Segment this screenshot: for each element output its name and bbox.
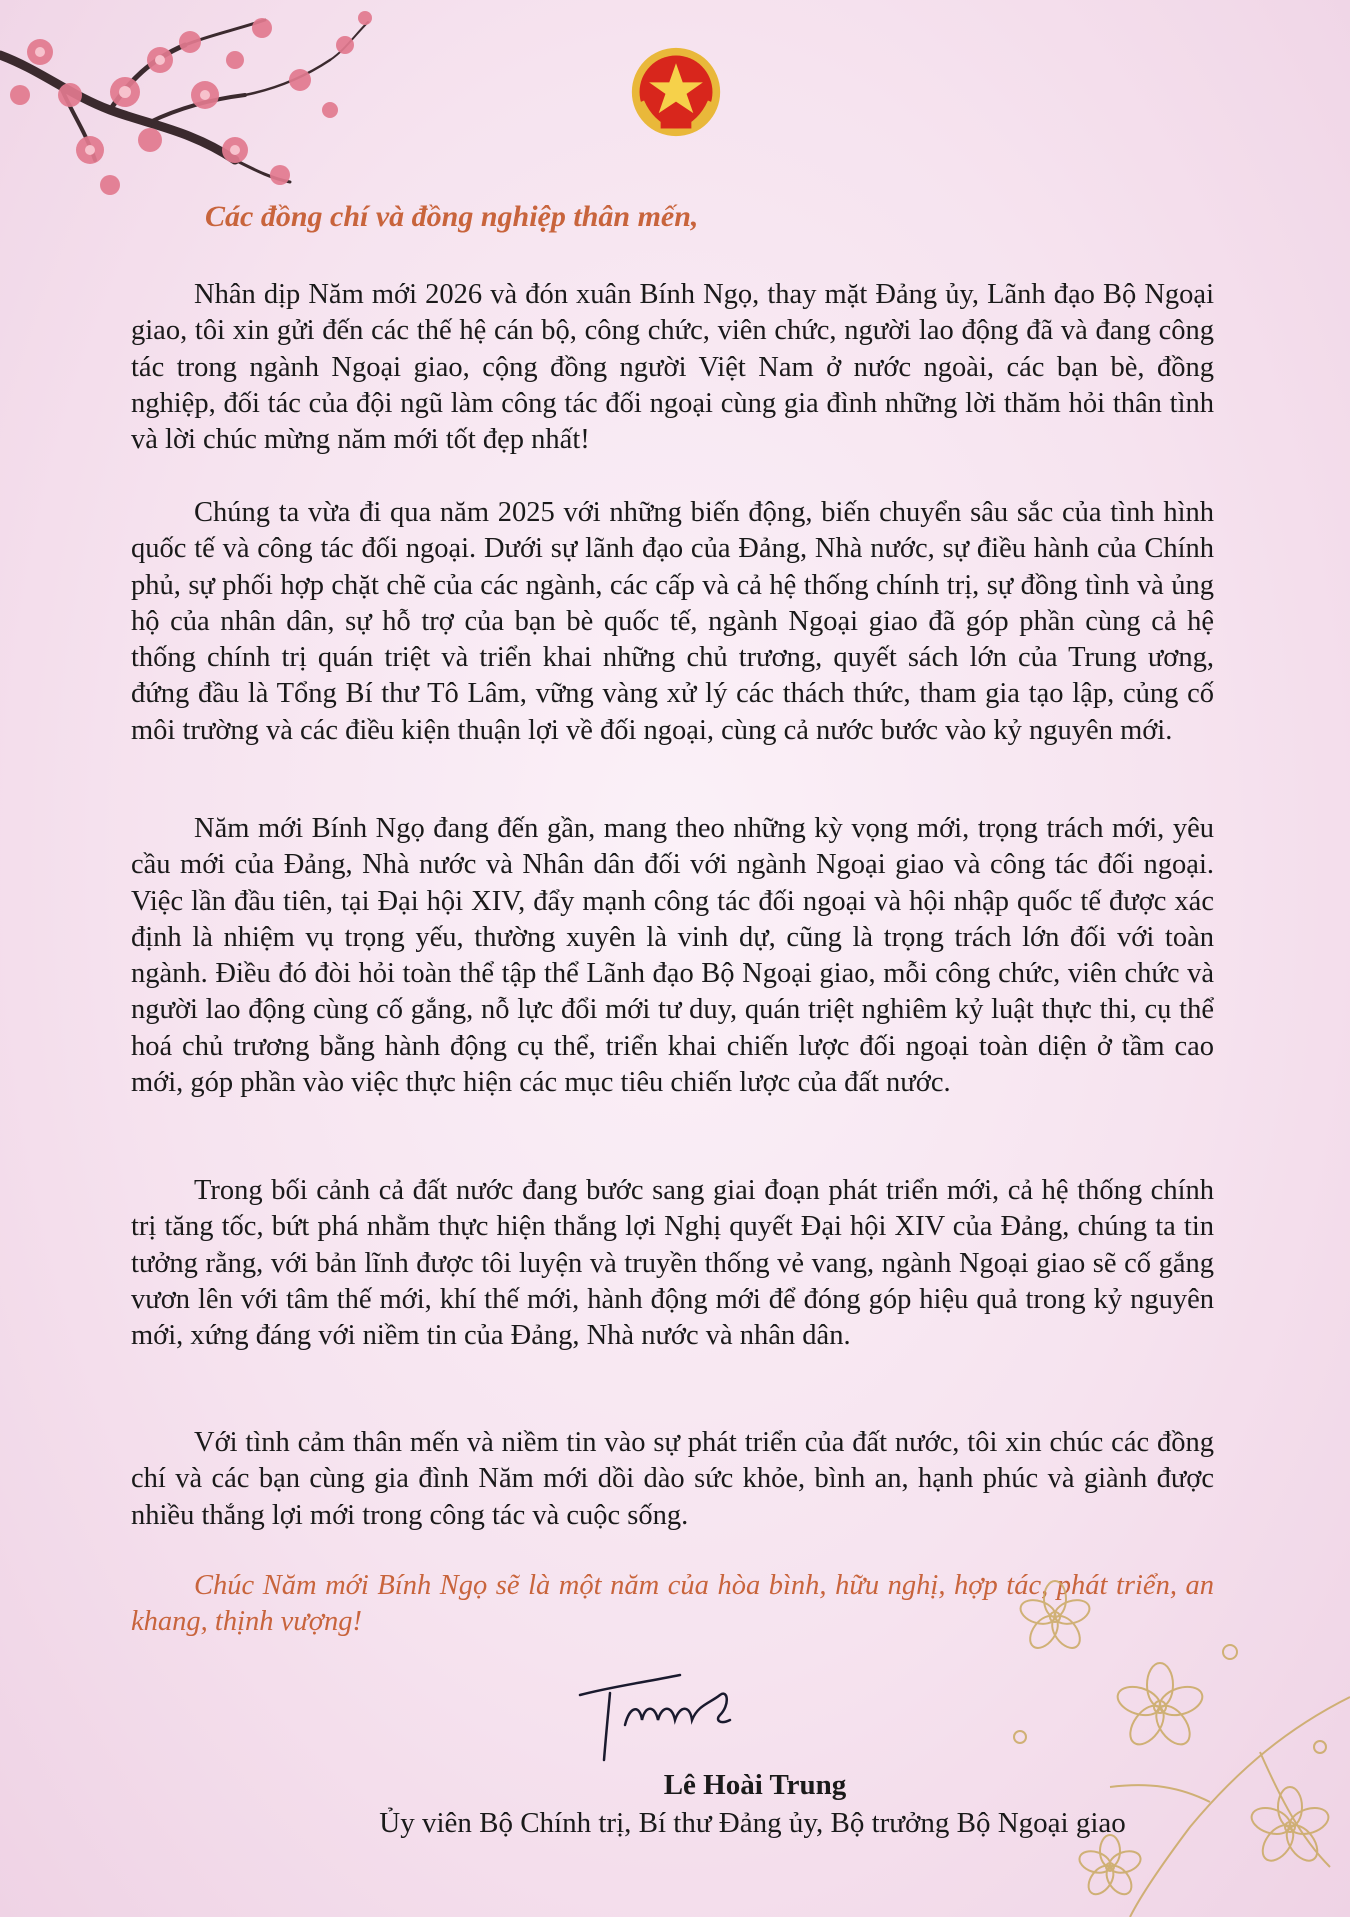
paragraph-text: Năm mới Bính Ngọ đang đến gần, mang theo những kỳ vọng mới, trọng trách mới, yêu cầu mới của Đảng, Nhà nước và Nhân dân đối với ngành Ngoại giao và công tác đối ngoại. Việc lần đầu tiên, tại Đại hội XIV, đẩy mạnh công tác đối ngoại và hội nhập quốc tế được xác định là nhiệm vụ trọng yếu, thường xuyên là vinh dự, cũng là trọng trách lớn đối với toàn ngành. Điều đó đòi hỏi toàn thể tập thể Lãnh đạo Bộ Ngoại giao, mỗi công chức, viên chức và người lao động cùng cố gắng, nỗ lực đổi mới tư duy, quán triệt nghiêm kỷ luật thực thi, cụ thể hoá chủ trương bằng hành động cụ thể, triển khai chiến lược đối ngoại toàn diện ở tầm cao mới, góp phần vào việc thực hiện các mục tiêu chiến lược của đất nước. <box>131 813 1214 1099</box>
signer-name: Lê Hoài Trung <box>663 1769 847 1801</box>
letter-paragraph-5 <box>131 1425 1214 1534</box>
closing-wish-text: Chúc Năm mới Bính Ngọ sẽ là một năm của hòa bình, hữu nghị, hợp tác, phát triển, an khang, thịnh vượng! <box>131 1570 1214 1638</box>
paragraph-text: Trong bối cảnh cả đất nước đang bước sang giai đoạn phát triển mới, cả hệ thống chính trị tăng tốc, bứt phá nhằm thực hiện thắng lợi Nghị quyết Đại hội XIV của Đảng, chúng ta tin tưởng rằng, với bản lĩnh được tôi luyện và truyền thống vẻ vang, ngành Ngoại giao sẽ cố gắng vươn lên với tâm thế mới, khí thế mới, hành động mới để đóng góp hiệu quả trong kỷ nguyên mới, xứng đáng với niềm tin của Đảng, Nhà nước và nhân dân. <box>131 1175 1214 1352</box>
letter-paragraph-3 <box>131 811 1214 1101</box>
handwritten-signature <box>570 1665 770 1765</box>
cherry-blossom-branch <box>0 0 400 210</box>
paragraph-text: Chúng ta vừa đi qua năm 2025 với những biến động, biến chuyển sâu sắc của tình hình quốc tế và công tác đối ngoại. Dưới sự lãnh đạo của Đảng, Nhà nước, sự điều hành của Chính phủ, sự phối hợp chặt chẽ của các ngành, các cấp và cả hệ thống chính trị, sự đồng tình và ủng hộ của nhân dân, sự hỗ trợ của bạn bè quốc tế, ngành Ngoại giao đã góp phần cùng cả hệ thống chính trị quán triệt và triển khai những chủ trương, quyết sách lớn của Trung ương, đứng đầu là Tổng Bí thư Tô Lâm, vững vàng xử lý các thách thức, tham gia tạo lập, củng cố môi trường và các điều kiện thuận lợi về đối ngoại, cùng cả nước bước vào kỷ nguyên mới. <box>131 497 1214 746</box>
letter-paragraph-2 <box>131 495 1214 749</box>
letter-paragraph-1 <box>131 277 1214 458</box>
gold-blossom-decoration <box>960 1577 1350 1917</box>
signer-title: Ủy viên Bộ Chính trị, Bí thư Đảng ủy, Bộ trưởng Bộ Ngoại giao <box>379 1807 1126 1839</box>
letter-paragraph-4 <box>131 1173 1214 1354</box>
paragraph-text: Nhân dịp Năm mới 2026 và đón xuân Bính Ngọ, thay mặt Đảng ủy, Lãnh đạo Bộ Ngoại giao, tôi xin gửi đến các thế hệ cán bộ, công chức, viên chức, người lao động đã và đang công tác trong ngành Ngoại giao, cộng đồng người Việt Nam ở nước ngoài, các bạn bè, đồng nghiệp, đối tác của đội ngũ làm công tác đối ngoại cùng gia đình những lời thăm hỏi thân tình và lời chúc mừng năm mới tốt đẹp nhất! <box>131 279 1214 456</box>
national-emblem-icon <box>628 44 724 140</box>
paragraph-text: Với tình cảm thân mến và niềm tin vào sự phát triển của đất nước, tôi xin chúc các đồng chí và các bạn cùng gia đình Năm mới dồi dào sức khỏe, bình an, hạnh phúc và giành được nhiều thắng lợi mới trong công tác và cuộc sống. <box>131 1427 1214 1531</box>
letter-greeting: Các đồng chí và đồng nghiệp thân mến, <box>205 200 699 233</box>
